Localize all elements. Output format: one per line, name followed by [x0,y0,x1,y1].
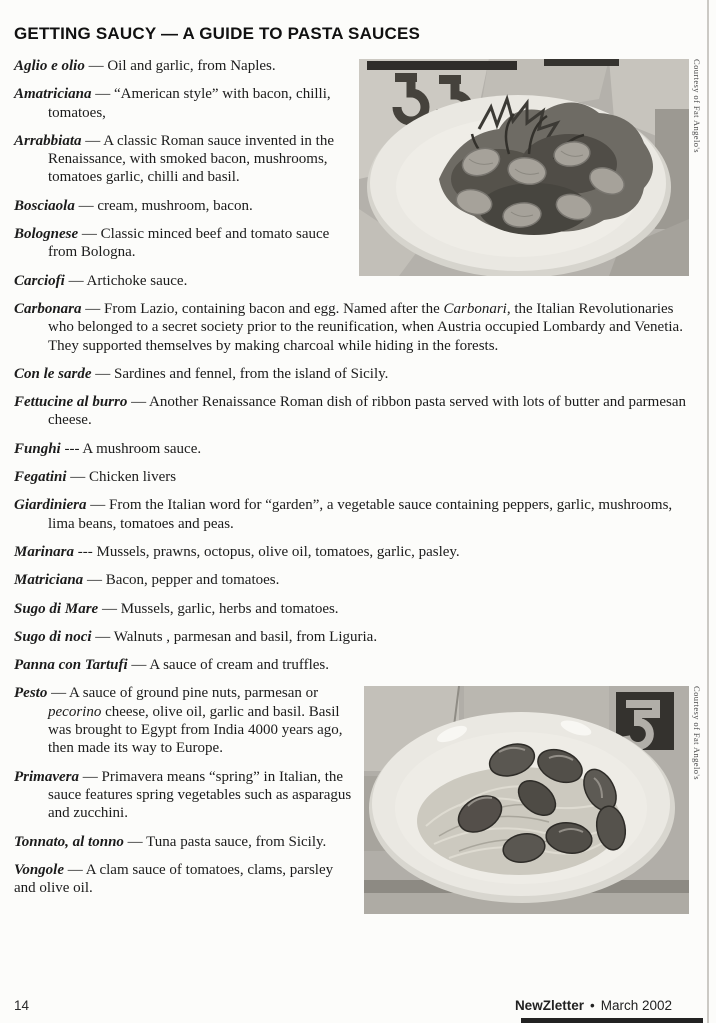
sauce-entry: Amatriciana — “American style” with bacon, chilli, tomatoes, [14,86,331,121]
sauce-description: Another Renaissance Roman dish of ribbon pasta served with lots of butter and parmesan cheese. [48,394,686,429]
sauce-entry: Pesto — A sauce of ground pine nuts, parmesan or pecorino cheese, olive oil, garlic and basil. Basil was brought to Egypt from India 4000 years ago, then made its way to Europe. [14,685,343,757]
sauce-name: Arrabbiata [14,132,82,149]
sauce-description: Chicken livers [89,469,177,486]
footer-bullet: • [589,998,595,1013]
sauce-entry: Vongole — A clam sauce of tomatoes, clams, parsley and olive oil. [14,861,334,897]
sauce-entry: Giardiniera — From the Italian word for “garden”, a vegetable sauce containing peppers, garlic, mushrooms, lima beans, tomatoes and peas. [14,497,673,532]
sauce-name: Con le sarde [14,365,92,382]
clam-pasta-image [364,686,689,914]
sauce-description: Tuna pasta sauce, from Sicily. [146,833,327,850]
sauce-entry: Fettucine al burro — Another Renaissance Roman dish of ribbon pasta served with lots of butter and parmesan cheese. [14,394,686,429]
sauce-description: cream, mushroom, bacon. [97,197,253,214]
sauce-entry: Carbonara — From Lazio, containing bacon and egg. Named after the Carbonari, the Italian Revolutionaries who belonged to a secret society prior to the reunification, when Austria occupied Lombardy and Venetia. They supported themselves by making charcoal while hiding in the forests. [14,300,683,354]
next-page-block [521,1018,703,1023]
sauce-description: “American style” with bacon, chilli, tomatoes, [48,86,331,121]
sauce-description: Sardines and fennel, from the island of Sicily. [114,365,389,382]
sauce-name: Bolognese [14,226,79,243]
photo-pasta-prawns [359,59,702,276]
sauce-name: Fegatini [14,469,67,486]
sauce-name: Pesto [14,685,48,702]
page-content [14,24,702,924]
sauce-entry: Panna con Tartufi — A sauce of cream and truffles. [14,657,329,674]
page-number: 14 [14,998,30,1013]
sauce-description: Carbonari [443,300,507,317]
sauce-name: Carciofi [14,272,65,289]
sauce-entry: Fegatini — Chicken livers [14,469,177,486]
sauce-entry: Arrabbiata — A classic Roman sauce invented in the Renaissance, with smoked bacon, mushrooms, tomatoes garlic, chilli and basil. [14,132,334,186]
sauce-name: Fettucine al burro [14,394,128,411]
sauce-name: Marinara [14,543,75,560]
sauce-description: pecorino [48,703,102,720]
sauce-entry: Tonnato, al tonno — Tuna pasta sauce, from Sicily. [14,833,327,850]
sauce-description: Oil and garlic, from Naples. [107,58,276,74]
sauce-name: Vongole [14,861,65,878]
footer-brand: NewZletter [514,998,584,1013]
sauce-entry: Carciofi — Artichoke sauce. [14,272,188,289]
sauce-name: Sugo di Mare [14,600,99,617]
sauce-description: A classic Roman sauce invented in the Renaissance, with smoked bacon, mushrooms, tomatoes garlic, chilli and basil. [48,132,334,186]
pasta-prawns-image [359,59,689,276]
sauce-description: Bacon, pepper and tomatoes. [105,572,280,589]
sauce-description: Classic minced beef and tomato sauce from Bologna. [48,226,330,261]
sauce-name: Funghi [14,440,61,457]
footer [515,998,672,1013]
sauce-description: A sauce of ground pine nuts, parmesan or [69,685,319,702]
sauce-description: Mussels, prawns, octopus, olive oil, tomatoes, garlic, pasley. [96,543,460,560]
sauce-name: Aglio e olio [14,58,85,74]
sauce-name: Primavera [14,768,79,785]
sauce-description: Artichoke sauce. [86,272,188,289]
sauce-description: A mushroom sauce. [82,440,202,457]
sauce-entry: Aglio e olio — Oil and garlic, from Naples. [14,58,276,74]
sauce-description: , the Italian Revolutionaries who belonged to a secret society prior to the reunification, when Austria occupied Lombardy and Venetia. They supported themselves by making charcoal while hiding in the forests. [48,300,683,354]
sauce-description: From Lazio, containing bacon and egg. Named after the [104,300,444,317]
sauce-entry: Sugo di noci — Walnuts , parmesan and basil, from Liguria. [14,628,378,645]
page-edge-line [707,0,709,1023]
footer-date: March 2002 [600,998,672,1013]
sauce-name: Amatriciana [14,86,92,103]
sauce-name: Carbonara [14,300,82,317]
page-title: GETTING SAUCY — A GUIDE TO PASTA SAUCES [14,24,421,43]
sauce-entry: Bolognese — Classic minced beef and tomato sauce from Bologna. [14,226,330,261]
sauce-description: A clam sauce of tomatoes, clams, parsley and olive oil. [14,861,334,897]
sauce-name: Giardiniera [14,497,87,514]
sauce-entry: Funghi --- A mushroom sauce. [14,440,202,457]
photo-credit-bottom: Courtesy of Fat Angelo's [692,686,702,781]
sauce-entry: Sugo di Mare — Mussels, garlic, herbs and tomatoes. [14,600,339,617]
sauce-description: A sauce of cream and truffles. [149,657,329,674]
sauce-entry: Matriciana — Bacon, pepper and tomatoes. [14,572,280,589]
sauce-description: cheese, olive oil, garlic and basil. Basil was brought to Egypt from India 4000 years ago, then made its way to Europe. [48,703,343,757]
sauce-description: Walnuts , parmesan and basil, from Liguria. [113,628,378,645]
sauce-description: Primavera means “spring” in Italian, the sauce features spring vegetables such as asparagus and zucchini. [48,768,352,822]
sauce-name: Tonnato, al tonno [14,833,124,850]
sauce-entry: Marinara --- Mussels, prawns, octopus, olive oil, tomatoes, garlic, pasley. [14,543,460,560]
photo-clam-pasta [364,686,702,914]
sauce-name: Sugo di noci [14,628,92,645]
article-body [14,57,702,897]
sauce-description: Mussels, garlic, herbs and tomatoes. [120,600,339,617]
sauce-name: Matriciana [14,572,84,589]
photo-credit-top: Courtesy of Fat Angelo's [692,59,702,154]
sauce-name: Bosciaola [14,197,75,214]
sauce-description: From the Italian word for “garden”, a vegetable sauce containing peppers, garlic, mushrooms, lima beans, tomatoes and peas. [48,497,673,532]
sauce-entry: Primavera — Primavera means “spring” in Italian, the sauce features spring vegetables such as asparagus and zucchini. [14,768,352,822]
sauce-entry: Bosciaola — cream, mushroom, bacon. [14,197,253,214]
sauce-entry: Con le sarde — Sardines and fennel, from the island of Sicily. [14,365,389,382]
sauce-name: Panna con Tartufi [14,657,128,674]
